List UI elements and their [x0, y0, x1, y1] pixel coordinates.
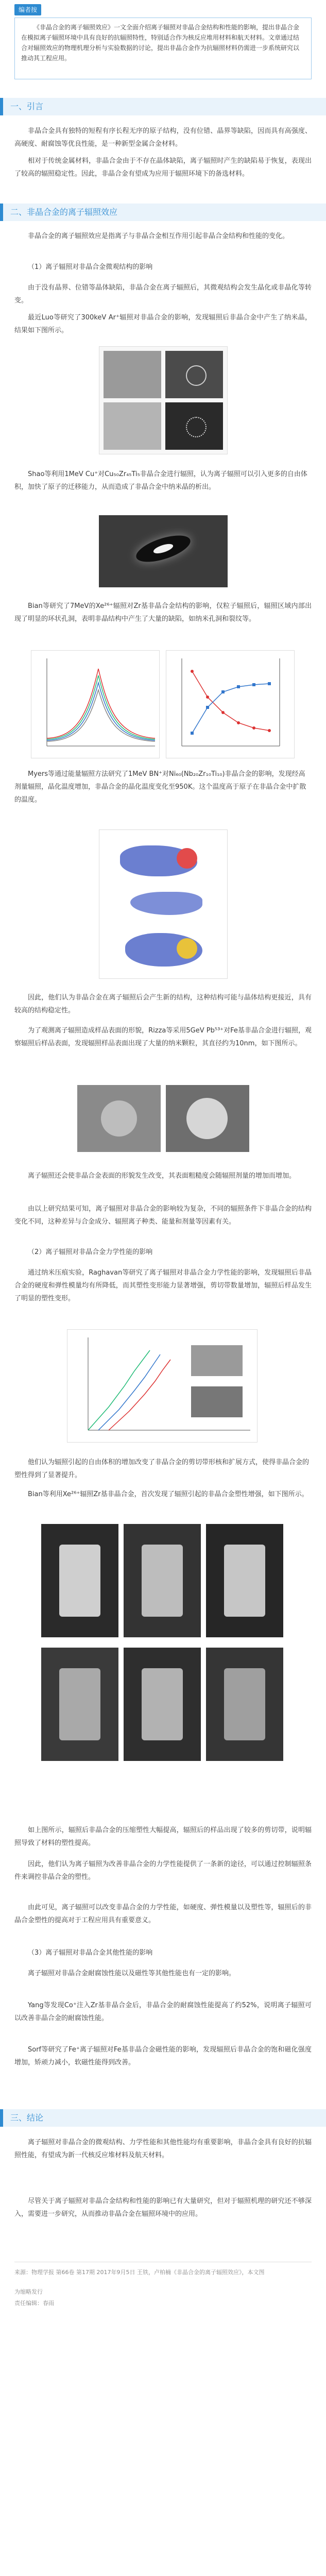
- paragraph: 如上图所示，辐照后非晶合金的压缩塑性大幅提高，辐照后的样品出现了较多的剪切带，说明辐照导致了材料的塑性提高。: [14, 1826, 312, 1847]
- paragraph: 由以上研究结果可知，离子辐照对非晶合金的影响较为复杂，不同的辐照条件下非晶合金的结构变化不同，这种差异与合金成分、辐照离子种类、能量和剂量等因素有关。: [14, 1205, 312, 1226]
- surface-morphology-right: [166, 1085, 249, 1152]
- section-heading-irradiation: 二、非晶合金的离子辐照效应: [0, 204, 326, 221]
- paragraph: 由于没有晶界、位错等晶体缺陷，非晶合金在离子辐照后，其微观结构会发生晶化或非晶化等转变。: [14, 284, 312, 304]
- chart-structure-factor: [31, 650, 160, 758]
- paragraph: 因此，他们认为离子辐照为改善非晶合金的力学性能提供了一条新的途径，可以通过控制辐照条件来调控非晶合金的塑性。: [14, 1860, 312, 1881]
- paragraph: 相对于传统金属材料，非晶合金由于不存在晶体缺陷，离子辐照时产生的缺陷易于恢复，表现出了较高的辐照稳定性。因此，非晶合金有望成为应用于辐照环境下的备选材料。: [14, 157, 312, 178]
- nanoindentation-chart: [67, 1329, 258, 1443]
- paragraph: 离子辐照对非晶合金的微观结构、力学性能和其他性能均有重要影响，非晶合金具有良好的抗辐照性能，有望成为新一代核反应堆材料及航天材料。: [14, 2139, 312, 2159]
- paragraph: 因此，他们认为非晶合金在离子辐照后会产生新的结构，这种结构可能与晶体结构更接近，具有较高的结构稳定性。: [14, 994, 312, 1014]
- chart-diffraction-width: [166, 650, 295, 758]
- footer-editor: 责任编辑：春雨: [14, 2300, 54, 2307]
- sem-image-grid: [41, 1524, 283, 1761]
- editor-note-badge: 编者按: [14, 4, 41, 15]
- paragraph: Yang等发现Co⁺注入Zr基非晶合金后，非晶合金的耐腐蚀性能提高了约52%，说明离子辐照可以改善非晶合金的耐腐蚀性能。: [14, 2002, 312, 2022]
- paragraph: 由此可见，离子辐照可以改变非晶合金的力学性能，如硬度、弹性模量以及塑性等，辐照后的非晶合金塑性的提高对于工程应用具有重要意义。: [14, 1904, 312, 1924]
- paragraph: Sorf等研究了Fe⁺离子辐照对Fe基非晶合金磁性能的影响，发现辐照后非晶合金的饱和磁化强度增加，矫顽力减小，软磁性能得到改善。: [14, 2046, 312, 2066]
- paragraph: Bian等研究了7MeV的Xe²⁶⁺辐照对Zr基非晶合金结构的影响，仅粒子辐照后，辐照区域内部出现了明显的环状孔洞，表明非晶结构中产生了大量的缺陷，如纳米孔洞和裂纹等。: [14, 602, 312, 623]
- figure-caption: Myers等通过能量辐照方法研究了1MeV BN⁺对Ni₆₀(Nb₂₀Zr₁₀Ti₁₀)非晶合金的影响，发现经高剂量辐照，晶化温度增加，非晶合金的晶化温度变化至950K。这个温度高于原子在非晶合金中扩散的温度。: [14, 770, 306, 804]
- footer-source: 来源：物理学报 第66卷 第17期 2017年9月5日 王铁，卢柏楠《非晶合金的离子辐照效应》，本文图: [14, 2269, 265, 2276]
- figure-caption: Shao等利用1MeV Cu⁺对Cu₅₀Zr₄₅Ti₅非晶合金进行辐照，认为离子辐照可以引入更多的自由体积，加快了原子的迁移能力，从而造成了非晶合金中纳米晶的析出。: [14, 470, 307, 491]
- paragraph: 离子辐照对非晶合金耐腐蚀性能以及磁性等其他性能也有一定的影响。: [28, 1970, 236, 1977]
- paragraph: 最近Luo等研究了300keV Ar⁺辐照对非晶合金的影响，发现辐照后非晶合金中产生了纳米晶，结果如下图所示。: [14, 314, 312, 334]
- paragraph: 非晶合金的离子辐照效应是指离子与非晶合金相互作用引起非晶合金结构和性能的变化。: [28, 232, 289, 240]
- scatter-chart-svg: [166, 651, 295, 758]
- footer-copyright: 为缩略发行: [14, 2289, 43, 2295]
- figure-caption: 他们认为辐照引起的自由体积的增加改变了非晶合金的剪切带形核和扩展方式，使得非晶合金的塑性得到了显著提升。: [14, 1459, 310, 1479]
- tem-figure-grid: [99, 346, 228, 454]
- tem-dark-figure: [99, 515, 228, 587]
- section-heading-intro: 一、引言: [0, 98, 326, 115]
- line-chart-svg: [31, 651, 160, 758]
- paragraph: 通过纳米压痕实验，Raghavan等研究了离子辐照对非晶合金力学性能的影响，发现辐照后非晶合金的硬度和弹性模量均有所降低，而其塑性变形能力显著增强，剪切带数量增加，辐照后样品发生了明显的塑性变形。: [14, 1269, 312, 1302]
- paragraph: 非晶合金具有独特的短程有序长程无序的原子结构，没有位错、晶界等缺陷，因而具有高强度、高硬度、耐腐蚀等优良性能，是一种新型金属合金材料。: [14, 127, 312, 148]
- subsection-heading: （3）离子辐照对非晶合金其他性能的影响: [28, 1949, 153, 1957]
- section-heading-conclusion: 三、结论: [0, 2109, 326, 2127]
- paragraph: Bian等利用Xe²⁶⁺辐照Zr基非晶合金，首次发现了辐照引起的非晶合金塑性增强，如下图所示。: [28, 1490, 308, 1498]
- surface-morphology-left: [77, 1085, 161, 1152]
- subsection-heading: （1）离子辐照对非晶合金微观结构的影响: [28, 263, 153, 271]
- atom-probe-figure: [99, 829, 228, 979]
- paragraph: 尽管关于离子辐照对非晶合金结构和性能的影响已有大量研究，但对于辐照机理的研究还不够深入，需要进一步研究，从而推动非晶合金在辐照环境中的应用。: [14, 2197, 312, 2218]
- paragraph: 离子辐照还会使非晶合金表面的形貌发生改变，其表面粗糙度会随辐照剂量的增加而增加。: [28, 1172, 296, 1180]
- load-depth-svg: [67, 1330, 258, 1443]
- subsection-heading: （2）离子辐照对非晶合金力学性能的影响: [28, 1248, 153, 1256]
- paragraph: 为了观测离子辐照造成样品表面的形貌，Rizza等采用5GeV Pb⁵³⁺对Fe基非晶合金进行辐照，观察辐照后样品表面，发现辐照样品表面出现了大量的纳米颗粒，其直径约为10nm，如下图所示。: [14, 1027, 312, 1047]
- editor-note-box: 《非晶合金的离子辐照效应》一文全面介绍离子辐照对非晶合金结构和性能的影响，提出非晶合金在模拟离子辐照环境中具有良好的抗辐照特性，特别适合作为核反应堆用材料和航天材料。文章通过结合对辐照效应的物理机理分析与实验数据的讨论，提出非晶合金作为抗辐照材料仍需进一步系统研究以推动其工程应用。: [14, 18, 312, 79]
